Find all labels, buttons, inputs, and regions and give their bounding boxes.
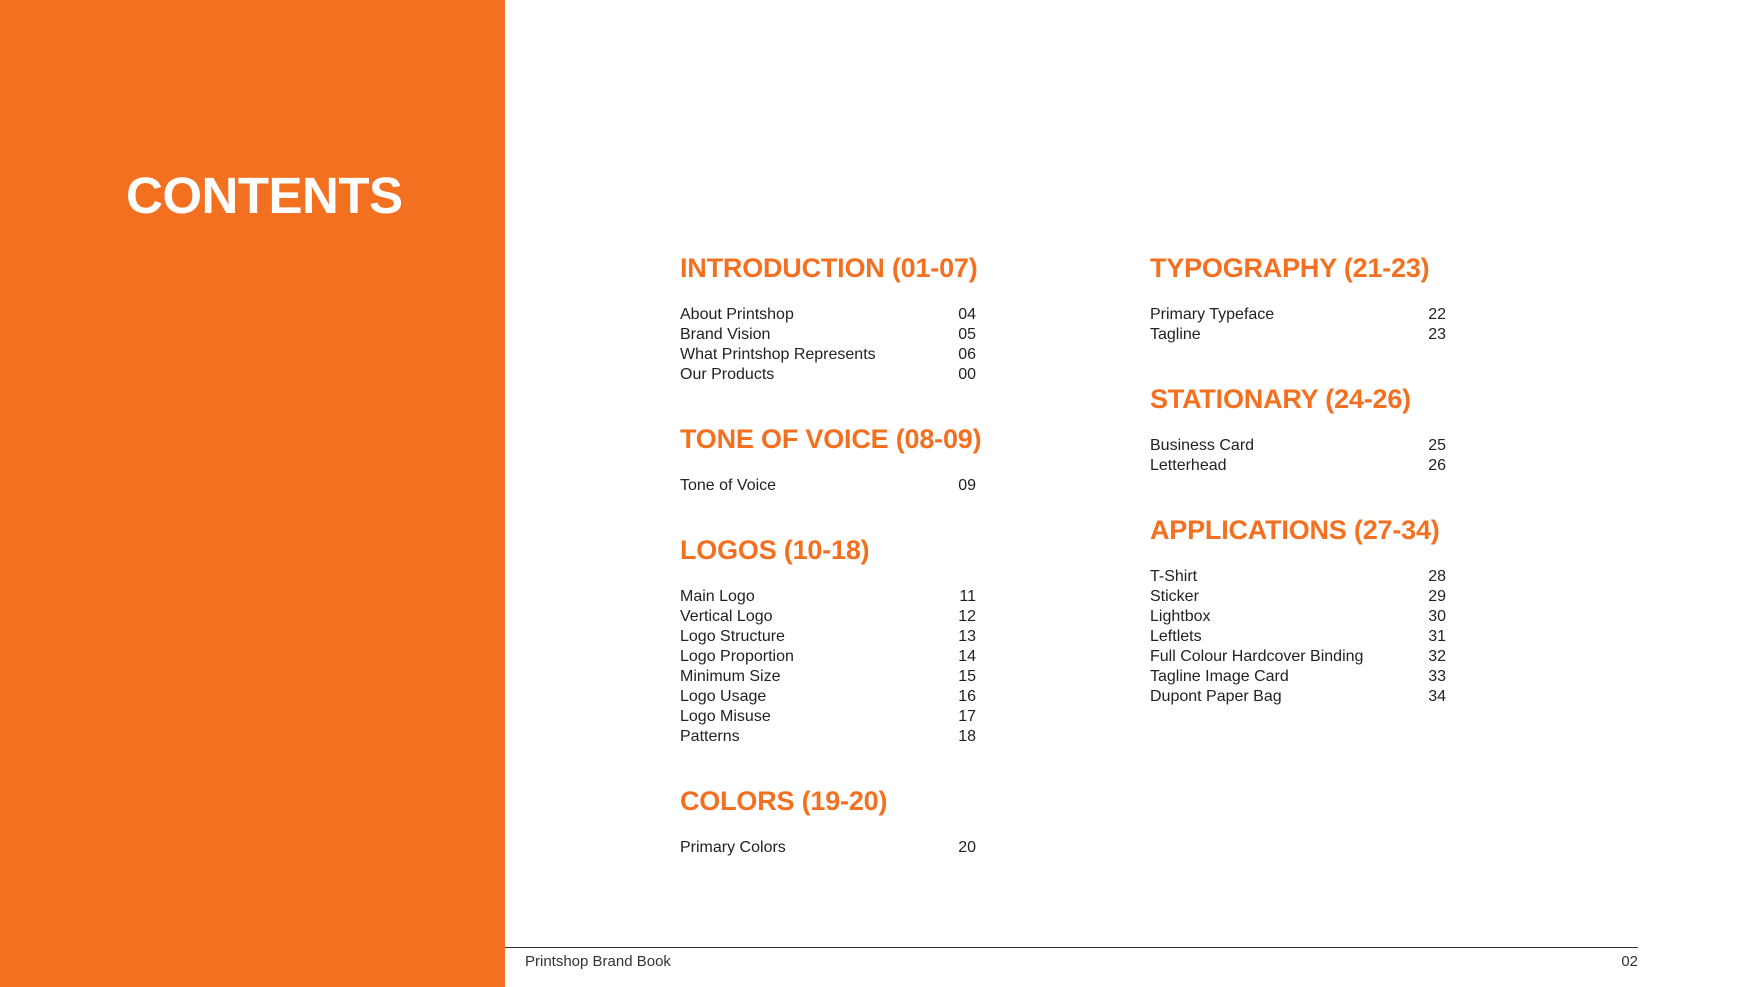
toc-entry-label: Logo Misuse bbox=[680, 708, 771, 725]
toc-entry-page-number: 16 bbox=[958, 688, 976, 705]
toc-entry bbox=[680, 607, 976, 627]
toc-entry-label: Tagline Image Card bbox=[1150, 668, 1289, 685]
toc-entry-label: T-Shirt bbox=[1150, 568, 1198, 585]
toc-entry-page-number: 14 bbox=[958, 648, 976, 665]
toc-entry bbox=[1150, 456, 1446, 476]
toc-entry-label: Primary Typeface bbox=[1150, 306, 1275, 323]
toc-entry-label: Brand Vision bbox=[680, 326, 771, 343]
toc-section bbox=[1150, 512, 1470, 707]
toc-entry bbox=[1150, 667, 1446, 687]
toc-entry-label: About Printshop bbox=[680, 306, 794, 323]
footer-page-number: 02 bbox=[1621, 953, 1638, 970]
page-title: CONTENTS bbox=[126, 167, 403, 224]
toc-entry-label: Business Card bbox=[1150, 437, 1255, 454]
toc-entry-label: Sticker bbox=[1150, 588, 1199, 605]
toc-entry-label: Primary Colors bbox=[680, 839, 786, 856]
toc-entry bbox=[1150, 647, 1446, 667]
toc-entry-page-number: 29 bbox=[1428, 588, 1446, 605]
toc-entry bbox=[680, 476, 976, 496]
toc-entry bbox=[680, 587, 976, 607]
toc-section bbox=[680, 421, 1000, 496]
toc-entry bbox=[680, 647, 976, 667]
toc-entry bbox=[1150, 567, 1446, 587]
toc-entry-label: Tagline bbox=[1150, 326, 1201, 343]
toc-entry-label: Vertical Logo bbox=[680, 608, 773, 625]
toc-entry-page-number: 00 bbox=[958, 366, 976, 383]
toc-entry-page-number: 23 bbox=[1428, 326, 1446, 343]
toc-entry-page-number: 09 bbox=[958, 477, 976, 494]
toc-entry bbox=[1150, 325, 1446, 345]
toc-entry-page-number: 06 bbox=[958, 346, 976, 363]
toc-entry bbox=[680, 667, 976, 687]
toc-entry bbox=[680, 687, 976, 707]
toc-entry-page-number: 12 bbox=[958, 608, 976, 625]
toc-entry bbox=[680, 727, 976, 747]
toc-entry-page-number: 13 bbox=[958, 628, 976, 645]
toc-entry-label: Leftlets bbox=[1150, 628, 1202, 645]
footer-document-title: Printshop Brand Book bbox=[525, 953, 671, 970]
toc-entry-page-number: 32 bbox=[1428, 648, 1446, 665]
toc-entry-label: Logo Structure bbox=[680, 628, 785, 645]
toc-entry-page-number: 18 bbox=[958, 728, 976, 745]
toc-entry-page-number: 28 bbox=[1428, 568, 1446, 585]
toc-entry-label: Our Products bbox=[680, 366, 775, 383]
toc-entry-label: Main Logo bbox=[680, 588, 755, 605]
toc-entry-label: Patterns bbox=[680, 728, 740, 745]
toc-entry bbox=[1150, 305, 1446, 325]
toc-entry-page-number: 05 bbox=[958, 326, 976, 343]
section-title: TYPOGRAPHY (21-23) bbox=[1150, 253, 1430, 283]
toc-entry-label: Logo Usage bbox=[680, 688, 767, 705]
orange-sidebar-panel bbox=[0, 0, 505, 987]
toc-entry-label: Dupont Paper Bag bbox=[1150, 688, 1282, 705]
section-title: TONE OF VOICE (08-09) bbox=[680, 424, 982, 454]
toc-entry bbox=[1150, 627, 1446, 647]
toc-entry bbox=[1150, 436, 1446, 456]
toc-entry bbox=[680, 325, 976, 345]
toc-entry bbox=[680, 365, 976, 385]
toc-entry-page-number: 26 bbox=[1428, 457, 1446, 474]
toc-entry bbox=[680, 707, 976, 727]
toc-entry bbox=[1150, 687, 1446, 707]
toc-entry bbox=[680, 305, 976, 325]
toc-section bbox=[680, 783, 1000, 858]
toc-section bbox=[1150, 250, 1470, 345]
toc-entry-page-number: 20 bbox=[958, 839, 976, 856]
toc-entry-page-number: 17 bbox=[958, 708, 976, 725]
footer-divider bbox=[505, 947, 1638, 948]
toc-entry-page-number: 22 bbox=[1428, 306, 1446, 323]
toc-section bbox=[1150, 381, 1470, 476]
toc-section bbox=[680, 250, 1000, 385]
toc-entry bbox=[680, 838, 976, 858]
toc-entry bbox=[680, 627, 976, 647]
toc-entry-page-number: 34 bbox=[1428, 688, 1446, 705]
toc-entry-page-number: 15 bbox=[958, 668, 976, 685]
toc-entry-label: Lightbox bbox=[1150, 608, 1211, 625]
toc-entry-page-number: 25 bbox=[1428, 437, 1446, 454]
toc-entry-page-number: 31 bbox=[1428, 628, 1446, 645]
section-title: COLORS (19-20) bbox=[680, 786, 888, 816]
toc-entry bbox=[680, 345, 976, 365]
toc-entry bbox=[1150, 607, 1446, 627]
toc-entry-label: Letterhead bbox=[1150, 457, 1227, 474]
toc-entry bbox=[1150, 587, 1446, 607]
toc-entry-label: Tone of Voice bbox=[680, 477, 777, 494]
toc-entry-page-number: 11 bbox=[959, 588, 976, 605]
section-title: STATIONARY (24-26) bbox=[1150, 384, 1411, 414]
toc-entry-label: Logo Proportion bbox=[680, 648, 794, 665]
toc-entry-label: Minimum Size bbox=[680, 668, 781, 685]
toc-entry-label: Full Colour Hardcover Binding bbox=[1150, 648, 1364, 665]
toc-section bbox=[680, 532, 1000, 747]
contents-column-right bbox=[1150, 250, 1470, 743]
toc-entry-page-number: 04 bbox=[958, 306, 976, 323]
section-title: INTRODUCTION (01-07) bbox=[680, 253, 978, 283]
toc-entry-page-number: 30 bbox=[1428, 608, 1446, 625]
toc-entry-page-number: 33 bbox=[1428, 668, 1446, 685]
contents-column-left bbox=[680, 250, 1000, 894]
section-title: APPLICATIONS (27-34) bbox=[1150, 515, 1440, 545]
section-title: LOGOS (10-18) bbox=[680, 535, 870, 565]
toc-entry-label: What Printshop Represents bbox=[680, 346, 876, 363]
